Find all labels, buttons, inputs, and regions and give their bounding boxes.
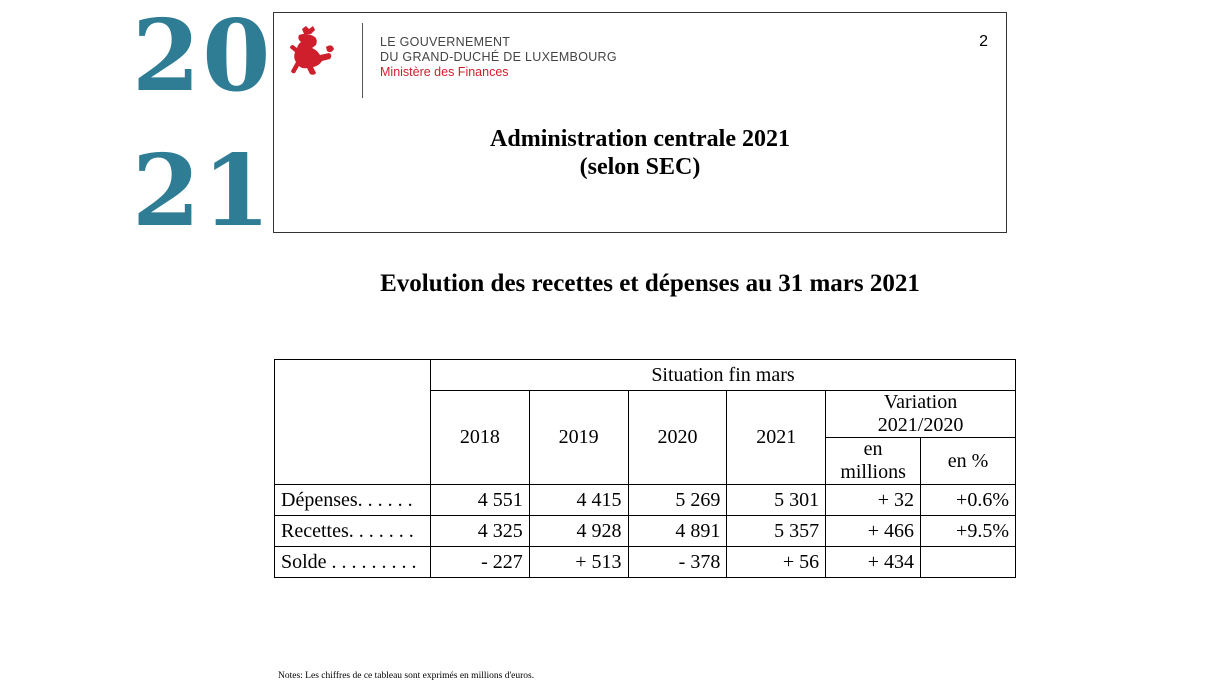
variation-header (826, 391, 1016, 438)
report-title-line-1: Administration centrale 2021 (490, 126, 790, 152)
finance-table (274, 359, 1016, 578)
table-cell: - 227 (430, 547, 529, 578)
variation-millions-header-line-2: millions (840, 461, 906, 483)
section-title: Evolution des recettes et dépenses au 31 mars 2021 (380, 270, 920, 297)
table-cell: 4 891 (628, 516, 727, 547)
table-cell: 4 415 (529, 485, 628, 516)
group-header: Situation fin mars (430, 360, 1015, 391)
government-text (380, 35, 617, 80)
year-badge-bottom: 21 (132, 134, 273, 249)
logo-divider (362, 23, 363, 98)
ministry-name: Ministère des Finances (380, 65, 509, 79)
row-label: Solde . . . . . . . . . (275, 547, 431, 578)
year-header: 2019 (529, 391, 628, 485)
row-label: Dépenses. . . . . . (275, 485, 431, 516)
variation-header-line-2: 2021/2020 (877, 414, 964, 436)
year-header: 2018 (430, 391, 529, 485)
variation-header-line-1: Variation (883, 391, 958, 413)
table-cell: - 378 (628, 547, 727, 578)
table-row (275, 485, 1016, 516)
table-cell: 4 928 (529, 516, 628, 547)
variation-percent-cell: +9.5% (921, 516, 1016, 547)
gov-line-2: DU GRAND-DUCHÉ DE LUXEMBOURG (380, 50, 617, 64)
page-number: 2 (979, 33, 988, 50)
variation-millions-cell: + 32 (826, 485, 921, 516)
variation-percent-cell (921, 547, 1016, 578)
table-cell: 4 551 (430, 485, 529, 516)
table-cell: + 56 (727, 547, 826, 578)
table-note: Notes: Les chiffres de ce tableau sont exprimés en millions d'euros. (278, 671, 535, 681)
table-row (275, 547, 1016, 578)
row-label: Recettes. . . . . . . (275, 516, 431, 547)
variation-millions-cell: + 434 (826, 547, 921, 578)
table-row (275, 516, 1016, 547)
variation-millions-cell: + 466 (826, 516, 921, 547)
luxembourg-lion-logo-icon (288, 25, 338, 81)
table-cell: 5 269 (628, 485, 727, 516)
table-cell: + 513 (529, 547, 628, 578)
table-cell: 4 325 (430, 516, 529, 547)
report-title (274, 125, 1006, 181)
table-corner-cell (275, 360, 431, 485)
report-title-line-2: (selon SEC) (579, 154, 701, 180)
year-header: 2021 (727, 391, 826, 485)
year-badge-top: 20 (132, 0, 273, 114)
year-header: 2020 (628, 391, 727, 485)
variation-millions-header (826, 438, 921, 485)
variation-percent-header: en % (921, 438, 1016, 485)
gov-line-1: LE GOUVERNEMENT (380, 35, 511, 49)
variation-millions-header-line-1: en (863, 438, 883, 460)
variation-percent-cell: +0.6% (921, 485, 1016, 516)
table-cell: 5 357 (727, 516, 826, 547)
table-cell: 5 301 (727, 485, 826, 516)
header-box (273, 12, 1007, 233)
